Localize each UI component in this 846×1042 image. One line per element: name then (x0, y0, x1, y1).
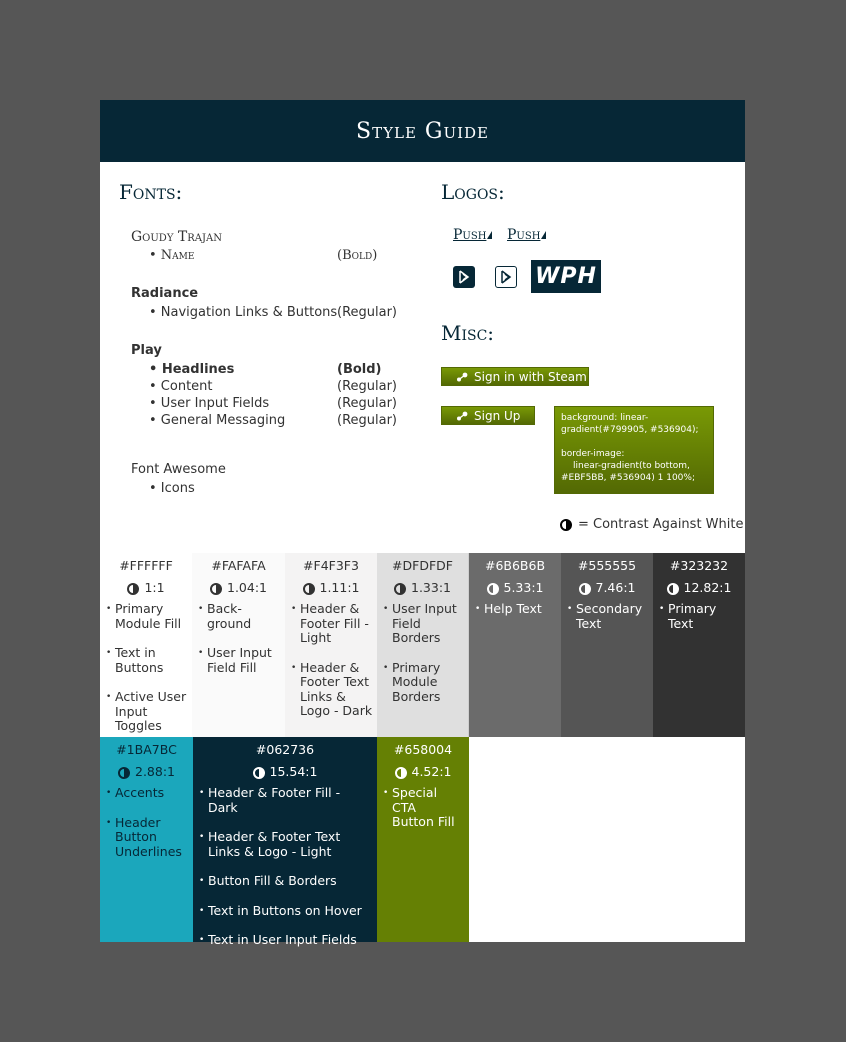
font-weight-label: (Bold) (337, 362, 382, 377)
swatch-usage-text: Header & Footer Fill - Dark (208, 785, 341, 815)
wph-text: WPH (535, 264, 597, 289)
swatch-hex: #323232 (669, 558, 729, 573)
color-swatch (285, 553, 377, 737)
swatch-usage-item (567, 602, 649, 631)
push-square-light-icon (495, 266, 517, 288)
fonts-heading: Fonts: (119, 180, 183, 204)
swatch-usage-text: Primary Module Fill (115, 601, 182, 631)
font-usage-row (131, 361, 421, 378)
font-weight-label: (Regular) (337, 413, 398, 428)
swatch-contrast (377, 580, 468, 597)
swatch-usage-text: Text in Buttons (115, 645, 164, 675)
swatch-hex: #FAFAFA (211, 558, 266, 573)
font-usage-row (131, 378, 421, 395)
swatch-usage-text: Active User Input Toggles (115, 689, 187, 733)
push-wordmark-text: Push (507, 227, 541, 243)
swatch-contrast-ratio: 1.11:1 (319, 580, 360, 596)
font-usage-row (131, 395, 421, 412)
swatch-contrast-ratio: 15.54:1 (269, 764, 318, 780)
contrast-icon (210, 583, 222, 595)
swatch-usage-item (475, 602, 557, 617)
swatch-usage-text: Header Button Underlines (115, 814, 182, 859)
swatch-usage-list (100, 786, 193, 859)
swatch-usage-text: Help Text (484, 601, 542, 616)
gradient-code-box (554, 406, 714, 494)
swatch-contrast-ratio: 1:1 (144, 580, 165, 596)
swatch-usage-item (199, 830, 373, 859)
swatch-contrast (561, 580, 653, 597)
swatch-usage-item (199, 933, 373, 948)
page-title: Style Guide (356, 118, 489, 144)
swatch-usage-item (659, 602, 741, 631)
swatch-contrast (100, 764, 193, 781)
swatch-hex: #F4F3F3 (303, 558, 359, 573)
swatch-hex: #FFFFFF (119, 558, 173, 573)
swatch-hex: #1BA7BC (116, 742, 177, 757)
triangle-icon (541, 231, 546, 239)
swatch-usage-item (291, 602, 373, 646)
swatch-usage-list (469, 602, 561, 617)
contrast-legend (560, 517, 743, 532)
color-swatch (100, 553, 192, 737)
contrast-icon (127, 583, 139, 595)
swatch-usage-text: Header & Footer Fill - Light (300, 601, 369, 645)
font-family-name: Font Awesome (131, 462, 226, 477)
contrast-icon (303, 583, 315, 595)
misc-heading: Misc: (441, 321, 495, 345)
code-border-label: border-image: (561, 449, 625, 459)
swatch-usage-item (383, 602, 464, 646)
swatch-usage-text: Primary Text (668, 601, 717, 631)
swatch-contrast-ratio: 1.33:1 (411, 580, 451, 596)
contrast-legend-text: = Contrast Against White (578, 517, 744, 532)
contrast-icon (395, 767, 407, 779)
font-family-name: Play (131, 343, 162, 358)
font-usage-label: • Navigation Links & Buttons (149, 305, 338, 320)
swatch-contrast (192, 580, 285, 597)
swatch-usage-item (199, 786, 373, 815)
font-usage-row (131, 304, 421, 321)
swatch-usage-item (383, 661, 464, 705)
swatch-usage-item (106, 646, 188, 675)
swatch-contrast-ratio: 7.46:1 (595, 580, 636, 596)
font-weight-label: (Regular) (337, 379, 398, 394)
font-usage-label: • General Messaging (149, 413, 286, 428)
swatch-contrast (193, 764, 377, 781)
style-guide-sheet (100, 100, 745, 947)
color-swatch (377, 737, 469, 942)
swatch-contrast-ratio: 1.04:1 (227, 580, 267, 596)
sign-in-steam-label: Sign in with Steam (474, 369, 587, 384)
swatch-contrast-ratio: 5.33:1 (503, 580, 544, 596)
logos-heading: Logos: (441, 180, 505, 204)
swatch-usage-text: Accents (115, 785, 165, 800)
triangle-icon (487, 231, 492, 239)
swatch-usage-list (192, 602, 285, 675)
font-family-name: Radiance (131, 286, 199, 301)
color-swatch (653, 553, 745, 737)
swatch-usage-text: Header & Footer Text Links & Logo - Light (208, 829, 341, 859)
swatch-usage-item (106, 786, 189, 801)
color-swatch (377, 553, 469, 737)
swatch-usage-list (653, 602, 745, 631)
font-weight-label: (Regular) (337, 305, 398, 320)
swatch-usage-list (193, 786, 377, 948)
contrast-icon (579, 583, 591, 595)
swatch-usage-item (383, 786, 465, 830)
font-usage-label: • Name (149, 248, 195, 263)
swatch-usage-text: Back- ground (207, 601, 252, 631)
swatch-usage-text: User Input Field Fill (207, 645, 272, 675)
swatch-hex: #DFDFDF (392, 558, 453, 573)
swatch-hex: #555555 (577, 558, 637, 573)
contrast-icon (487, 583, 499, 595)
contrast-icon (253, 767, 265, 779)
font-weight-label: (Regular) (337, 396, 398, 411)
steam-icon (456, 411, 468, 421)
swatch-contrast-ratio: 2.88:1 (135, 764, 175, 780)
swatch-usage-list (100, 602, 192, 734)
fonts-list (131, 229, 421, 497)
swatch-usage-text: Text in Buttons on Hover (208, 902, 362, 918)
swatch-usage-item (291, 661, 373, 719)
font-usage-row (131, 480, 421, 497)
swatch-hex: #6B6B6B (484, 558, 546, 573)
font-usage-row (131, 247, 421, 264)
font-usage-label: • Icons (149, 481, 195, 496)
contrast-icon (394, 583, 406, 595)
swatch-usage-text: Button Fill & Borders (208, 873, 337, 888)
push-wordmark-logo (453, 227, 492, 243)
swatch-usage-item (199, 904, 373, 919)
color-swatch (100, 737, 193, 942)
color-swatch (192, 553, 285, 737)
contrast-icon (560, 519, 572, 531)
font-usage-row (131, 412, 421, 429)
swatch-usage-item (198, 602, 281, 631)
swatch-hex: #658004 (393, 742, 453, 757)
swatch-usage-text: Special CTA Button Fill (392, 785, 455, 829)
push-wordmark-logo-alt (507, 227, 546, 243)
sign-up-button[interactable] (441, 406, 535, 425)
swatch-usage-item (199, 874, 373, 889)
swatch-contrast-ratio: 12.82:1 (683, 580, 732, 596)
page-header (100, 100, 745, 162)
swatch-contrast (469, 580, 561, 597)
swatch-contrast (100, 580, 192, 597)
swatch-usage-list (377, 786, 469, 830)
font-usage-label: • User Input Fields (149, 396, 270, 411)
sign-up-label: Sign Up (474, 408, 521, 423)
color-swatch (469, 553, 561, 737)
sign-in-steam-button[interactable] (441, 367, 589, 386)
swatch-contrast-ratio: 4.52:1 (411, 764, 452, 780)
contrast-icon (118, 767, 130, 779)
swatch-usage-list (377, 602, 468, 704)
color-swatch (193, 737, 377, 947)
push-wordmark-text: Push (453, 227, 487, 243)
swatch-usage-text: Header & Footer Text Links & Logo - Dark (300, 659, 373, 718)
code-background: background: linear-gradient(#799905, #536904); (561, 413, 699, 435)
push-square-dark-icon (453, 266, 475, 288)
swatch-contrast (653, 580, 745, 597)
color-swatch (561, 553, 653, 737)
swatch-usage-list (561, 602, 653, 631)
swatch-usage-text: Text in User Input Fields (208, 932, 357, 947)
contrast-icon (667, 583, 679, 595)
code-border-value: linear-gradient(to bottom, #EBF5BB, #536904) 1 100%; (561, 461, 695, 483)
swatch-usage-item (106, 602, 188, 631)
swatch-contrast (285, 580, 377, 597)
swatch-usage-list (285, 602, 377, 719)
wph-logo (531, 260, 601, 293)
swatch-usage-item (106, 816, 189, 860)
swatch-hex: #062736 (255, 742, 315, 757)
swatch-contrast (377, 764, 469, 781)
font-usage-label: • Headlines (149, 362, 235, 377)
font-usage-label: • Content (149, 379, 213, 394)
swatch-usage-item (198, 646, 281, 675)
swatch-usage-text: Primary Module Borders (392, 659, 441, 704)
font-weight-label: (Bold) (337, 248, 378, 263)
swatch-usage-item (106, 690, 188, 734)
swatch-usage-text: Secondary Text (576, 601, 643, 631)
font-family-name: Goudy Trajan (131, 229, 222, 245)
swatch-usage-text: User Input Field Borders (392, 601, 457, 645)
steam-icon (456, 372, 468, 382)
